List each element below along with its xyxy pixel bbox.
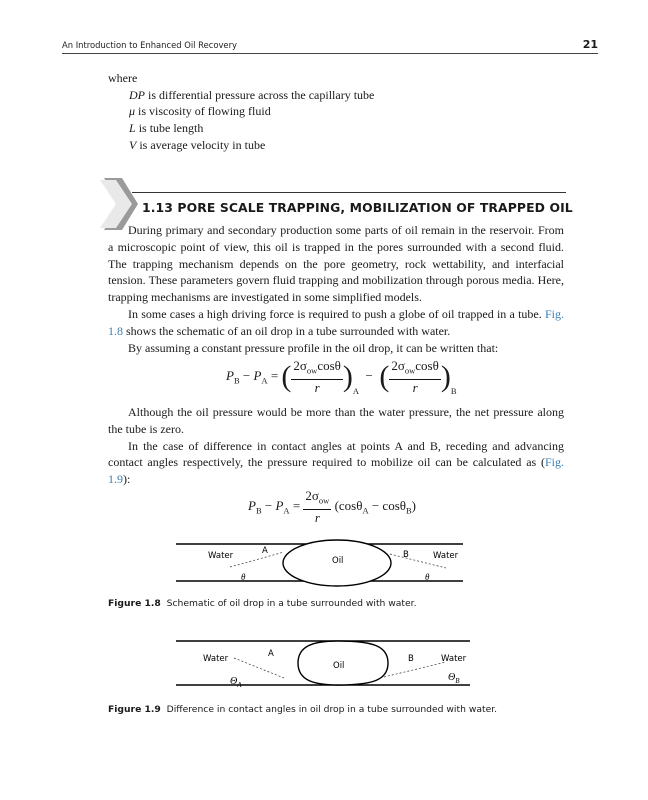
label-oil: Oil xyxy=(332,556,344,566)
section-title xyxy=(142,200,573,215)
definition-symbol: μ xyxy=(129,104,136,119)
eq-symbol: P xyxy=(275,497,284,513)
eq-symbol: P xyxy=(248,497,256,513)
body-block-1 xyxy=(108,222,564,356)
header-rule xyxy=(62,53,598,54)
running-title: An Introduction to Enhanced Oil Recovery xyxy=(62,40,237,50)
label-theta-left: θ xyxy=(241,572,246,582)
eq-symbol: P xyxy=(226,367,234,383)
eq-rhs: (cosθ$_A$ − cosθ$_B$) xyxy=(334,497,416,516)
definition-item xyxy=(108,87,374,104)
label-point-a: A xyxy=(268,649,274,659)
eq-operator: − xyxy=(242,367,251,383)
definition-text: is average velocity in tube xyxy=(139,137,266,152)
label-oil: Oil xyxy=(333,661,345,671)
eq-outer-subscript: A xyxy=(352,385,360,396)
eq-subscript: B xyxy=(255,505,262,516)
section-rule xyxy=(132,192,566,193)
contact-angle-line-left xyxy=(230,552,284,567)
caption-text: Schematic of oil drop in a tube surrounded with water. xyxy=(166,598,417,609)
body-block-2 xyxy=(108,404,564,488)
figure-1-8 xyxy=(108,536,564,609)
eq-operator: = xyxy=(292,497,301,513)
definition-item xyxy=(108,103,374,120)
figure-1-8-diagram xyxy=(108,536,564,596)
caption-text: Difference in contact angles in oil drop in a tube surrounded with water. xyxy=(166,704,498,715)
paragraph-text: shows the schematic of an oil drop in a tube surrounded with water. xyxy=(126,323,451,338)
paragraph-text: In some cases a high driving force is required to push a globe of oil trapped in a tube. xyxy=(128,306,542,321)
figure-1-8-link[interactable]: Fig. 1.8 xyxy=(108,306,564,338)
section-title-text: PORE SCALE TRAPPING, MOBILIZATION OF TRAPPED OIL xyxy=(177,200,573,215)
label-point-b: B xyxy=(408,654,414,664)
eq-operator: − xyxy=(264,497,273,513)
label-water-left: Water xyxy=(203,654,229,664)
figure-1-9-link[interactable]: Fig. 1.9 xyxy=(108,455,564,487)
eq-subscript: B xyxy=(233,375,240,386)
eq-fraction: $\frac{2\sigma_{ow}\cos\theta}{r}$ xyxy=(391,358,439,395)
label-theta-right: θ xyxy=(425,572,430,582)
definition-symbol: DP xyxy=(129,87,145,102)
eq-fraction: $\frac{2\sigma_{ow}\cos\theta}{r}$ xyxy=(293,358,341,395)
paragraph xyxy=(108,306,564,340)
where-lead: where xyxy=(108,71,138,85)
eq-outer-subscript: B xyxy=(450,385,457,396)
label-water-right: Water xyxy=(441,654,467,664)
definition-item xyxy=(108,137,374,154)
eq-operator: − xyxy=(365,367,373,383)
paragraph: Although the oil pressure would be more than the water pressure, the net pressure along the tube is zero. xyxy=(108,405,564,436)
figure-1-9 xyxy=(108,632,564,715)
definition-item xyxy=(108,120,374,137)
running-header xyxy=(62,38,598,54)
label-point-b: B xyxy=(403,550,409,560)
label-theta-b: $\Theta_B$ xyxy=(448,672,460,685)
eq-fraction: $\frac{2\sigma_{ow}}{r}$ xyxy=(305,488,330,525)
figure-1-9-diagram xyxy=(108,632,564,698)
definition-text: is viscosity of flowing fluid xyxy=(138,104,271,119)
label-theta-a: $\Theta_A$ xyxy=(230,676,242,689)
caption-label: Figure 1.8 xyxy=(108,598,161,609)
equation-2 xyxy=(248,488,416,526)
caption-label: Figure 1.9 xyxy=(108,704,161,715)
figure-1-9-caption xyxy=(108,704,564,715)
eq-subscript: A xyxy=(283,505,290,516)
eq-symbol: P xyxy=(253,367,262,383)
where-definitions xyxy=(108,70,374,154)
label-water-right: Water xyxy=(433,551,459,561)
label-point-a: A xyxy=(262,546,268,556)
page-number: 21 xyxy=(582,38,598,51)
definition-text: is tube length xyxy=(138,121,204,136)
equation-1: $P_B - P_A$ = ( $\frac{2\sigma_{ow}\cos\theta}{r}$ )$_A$ − ( $\frac{2\sigma_{ow}\cos\theta}{r}$ )$_B$ xyxy=(226,358,457,396)
section-number: 1.13 xyxy=(142,200,173,215)
label-water-left: Water xyxy=(208,551,234,561)
contact-angle-line-right xyxy=(384,662,446,677)
paragraph-text: ): xyxy=(123,472,131,487)
paragraph: During primary and secondary production some parts of oil remain in the reservoir. From a microscopic point of view, this oil is trapped in the pores surrounded with a second fluid. The trapping mechanism depends on the pore geometry, rock wettability, and interfacial tension. These parameters govern fluid trapping and mobilization through porous media. Here, trapping mechanisms are investigated in some simplified models. xyxy=(108,223,564,305)
figure-1-8-caption xyxy=(108,598,564,609)
definition-symbol: V xyxy=(129,137,137,152)
definition-symbol: L xyxy=(129,121,136,136)
paragraph xyxy=(108,438,564,488)
paragraph-text: In the case of difference in contact angles at points A and B, receding and advancing contact angles respectively, the pressure required to mobilize oil can be calculated as ( xyxy=(108,438,564,470)
eq-operator: = xyxy=(270,367,279,383)
eq-subscript: A xyxy=(261,375,268,386)
definition-text: is differential pressure across the capillary tube xyxy=(148,87,375,102)
contact-angle-line-left xyxy=(234,658,284,678)
paragraph: By assuming a constant pressure profile in the oil drop, it can be written that: xyxy=(128,340,499,355)
